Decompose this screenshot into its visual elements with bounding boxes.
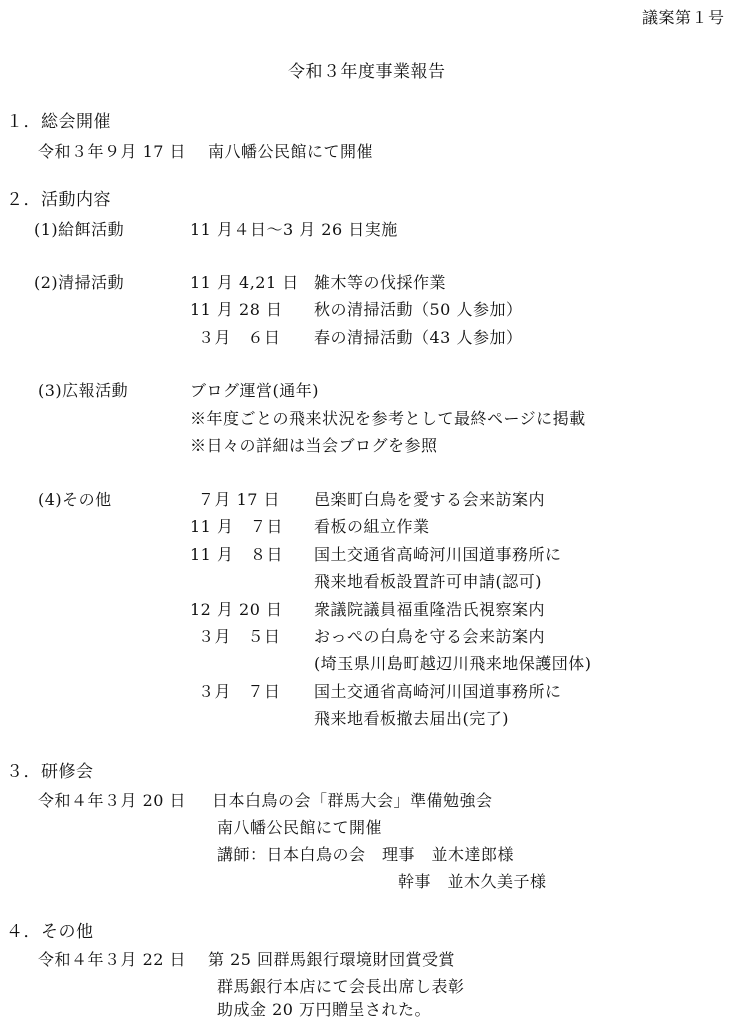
- cleaning-date-3: ３月 ６日: [198, 328, 281, 347]
- others-text-2: 看板の組立作業: [314, 517, 430, 536]
- publicity-line-2: ※年度ごとの飛来状況を参考として最終ページに掲載: [190, 409, 586, 428]
- activity-label-feeding: (1)給餌活動: [34, 220, 125, 239]
- award-grant: 助成金 20 万円贈呈された。: [217, 1000, 432, 1019]
- training-date: 令和４年３月 20 日: [38, 791, 187, 810]
- others-date-5: 12 月 20 日: [190, 600, 283, 619]
- award-date: 令和４年３月 22 日: [38, 950, 187, 969]
- others-text-9: 飛来地看板撤去届出(完了): [314, 709, 509, 728]
- others-date-6: ３月 ５日: [198, 627, 281, 646]
- meeting-venue: 南八幡公民館にて開催: [208, 142, 374, 161]
- meeting-date: 令和３年９月 17 日: [38, 142, 187, 161]
- training-lecturer-1: 講師：日本白鳥の会 理事 並木達郎様: [217, 845, 515, 864]
- others-date-3: 11 月 ８日: [190, 545, 283, 564]
- training-venue: 南八幡公民館にて開催: [217, 818, 383, 837]
- others-text-3: 国土交通省高崎河川国道事務所に: [314, 545, 562, 564]
- others-text-8: 国土交通省高崎河川国道事務所に: [314, 682, 562, 701]
- others-text-5: 衆議院議員福重隆浩氏視察案内: [314, 600, 546, 619]
- others-text-6: おっぺの白鳥を守る会来訪案内: [314, 627, 546, 646]
- others-text-1: 邑楽町白鳥を愛する会来訪案内: [314, 490, 546, 509]
- cleaning-date-1: 11 月 4,21 日: [190, 273, 299, 292]
- training-lecturer-2: 幹事 並木久美子様: [398, 872, 547, 891]
- cleaning-date-2: 11 月 28 日: [190, 300, 283, 319]
- activity-label-cleaning: (2)清掃活動: [34, 273, 125, 292]
- section-heading-others: ４．その他: [6, 922, 94, 942]
- publicity-line-3: ※日々の詳細は当会ブログを参照: [190, 436, 438, 455]
- cleaning-text-2: 秋の清掃活動（50 人参加）: [314, 300, 523, 319]
- document-title: 令和３年度事業報告: [288, 62, 446, 82]
- award-title: 第 25 回群馬銀行環境財団賞受賞: [208, 950, 456, 969]
- others-text-7: (埼玉県川島町越辺川飛来地保護団体): [314, 654, 592, 673]
- activity-label-others: (4)その他: [38, 490, 112, 509]
- feeding-period: 11 月４日～3 月 26 日実施: [190, 220, 398, 239]
- document-number: 議案第１号: [642, 8, 725, 27]
- section-heading-general-meeting: １．総会開催: [6, 112, 111, 132]
- others-text-4: 飛来地看板設置許可申請(認可): [314, 572, 542, 591]
- training-title: 日本白鳥の会「群馬大会」準備勉強会: [212, 791, 493, 810]
- section-heading-activities: ２．活動内容: [6, 190, 111, 210]
- others-date-8: ３月 ７日: [198, 682, 281, 701]
- others-date-1: ７月 17 日: [198, 490, 281, 509]
- cleaning-text-1: 雑木等の伐採作業: [314, 273, 447, 292]
- award-ceremony: 群馬銀行本店にて会長出席し表彰: [217, 977, 465, 996]
- publicity-line-1: ブログ運営(通年): [190, 381, 319, 400]
- section-heading-training: ３．研修会: [6, 762, 94, 782]
- activity-label-publicity: (3)広報活動: [38, 381, 129, 400]
- cleaning-text-3: 春の清掃活動（43 人参加）: [314, 328, 523, 347]
- others-date-2: 11 月 ７日: [190, 517, 283, 536]
